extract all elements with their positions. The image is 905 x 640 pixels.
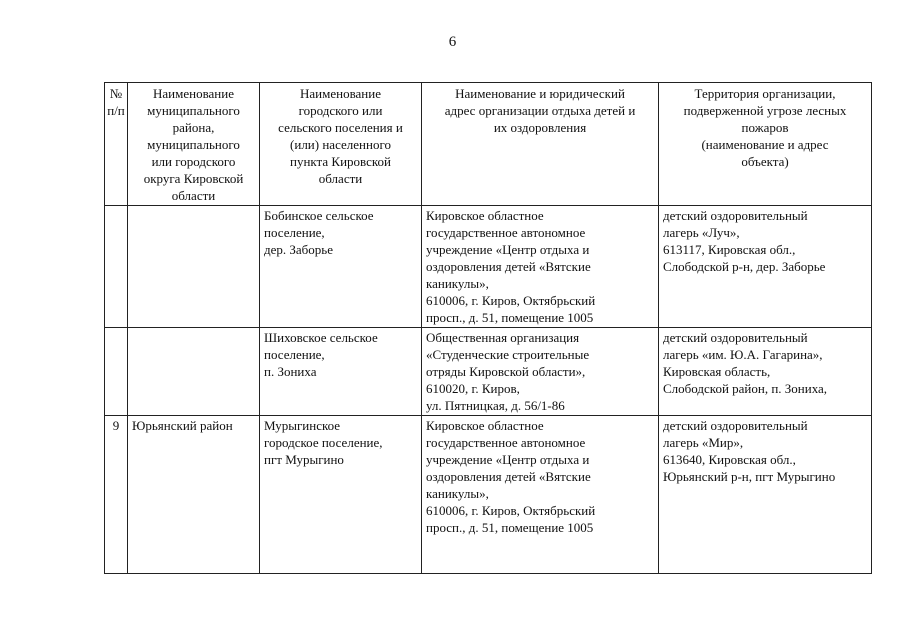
cell-text-line: (или) населенного [290,137,391,152]
cell-text-line: их оздоровления [493,120,587,135]
cell-text-line: 610006, г. Киров, Октябрьский [426,293,596,308]
cell-text-line: объекта) [741,154,789,169]
cell-text-line: п/п [107,103,125,118]
cell-text-line: Кировская область, [663,364,771,379]
table-header-row [105,83,872,206]
cell-text-line: Слободской р-н, дер. Заборье [663,259,826,274]
cell-text-line: учреждение «Центр отдыха и [426,452,590,467]
row-number: 9 [105,416,128,574]
cell-text-line: пункта Кировской [290,154,391,169]
cell-text-line: Наименование [300,86,381,101]
cell-text-line: детский оздоровительный [663,418,808,433]
row-district [128,328,260,416]
cell-text-line: поселение, [264,225,325,240]
row-settlement [260,416,422,574]
cell-text-line: лагерь «Мир», [663,435,744,450]
cell-text-line: дер. Заборье [264,242,333,257]
table-row [105,328,872,416]
cell-text-line: подверженной угрозе лесных [683,103,847,118]
header-organization [422,83,659,206]
cell-text-line: Шиховское сельское [264,330,378,345]
cell-text-line: лагерь «им. Ю.А. Гагарина», [663,347,823,362]
row-territory [659,416,872,574]
cell-text-line: округа Кировской [143,171,244,186]
header-territory [659,83,872,206]
table-row [105,206,872,328]
cell-text-line: 610006, г. Киров, Октябрьский [426,503,596,518]
cell-text-line: (наименование и адрес [701,137,829,152]
row-organization [422,416,659,574]
cell-text-line: Наименование [153,86,234,101]
cell-text-line: 613640, Кировская обл., [663,452,796,467]
row-territory [659,206,872,328]
row-organization [422,206,659,328]
cell-text-line: Слободской район, п. Зониха, [663,381,828,396]
row-district [128,206,260,328]
cell-text-line: сельского поселения и [278,120,403,135]
cell-text-line: Общественная организация [426,330,580,345]
cell-text-line: детский оздоровительный [663,330,808,345]
cell-text-line: городское поселение, [264,435,383,450]
cell-text-line: просп., д. 51, помещение 1005 [426,310,594,325]
table-row [105,416,872,574]
cell-text-line: Кировское областное [426,418,544,433]
cell-text-line: «Студенческие строительные [426,347,590,362]
cell-text-line: государственное автономное [426,225,586,240]
header-district [128,83,260,206]
cell-text-line: оздоровления детей «Вятские [426,469,591,484]
cell-text-line: ул. Пятницкая, д. 56/1-86 [426,398,565,413]
cell-text-line: каникулы», [426,486,489,501]
camps-table [104,82,872,574]
row-settlement [260,206,422,328]
cell-text-line: области [171,188,216,203]
cell-text-line: п. Зониха [264,364,317,379]
header-number [105,83,128,206]
cell-text-line: просп., д. 51, помещение 1005 [426,520,594,535]
cell-text-line: Юрьянский р-н, пгт Мурыгино [663,469,836,484]
row-district: Юрьянский район [128,416,260,574]
cell-text-line: Наименование и юридический [455,86,625,101]
cell-text-line: пгт Мурыгино [264,452,344,467]
cell-text-line: Мурыгинское [264,418,341,433]
row-number [105,206,128,328]
row-territory [659,328,872,416]
page-number: 6 [448,34,457,50]
row-number [105,328,128,416]
cell-text-line: 610020, г. Киров, [426,381,520,396]
cell-text-line: детский оздоровительный [663,208,808,223]
cell-text-line: учреждение «Центр отдыха и [426,242,590,257]
cell-text-line: или городского [151,154,236,169]
cell-text-line: отряды Кировской области», [426,364,586,379]
cell-text-line: пожаров [741,120,789,135]
header-settlement [260,83,422,206]
cell-text-line: городского или [298,103,383,118]
cell-text-line: каникулы», [426,276,489,291]
row-settlement [260,328,422,416]
cell-text-line: района, [172,120,215,135]
cell-text-line: Территория организации, [694,86,836,101]
row-organization [422,328,659,416]
cell-text-line: Кировское областное [426,208,544,223]
cell-text-line: государственное автономное [426,435,586,450]
cell-text-line: муниципального [147,103,240,118]
cell-text-line: № [109,86,123,101]
cell-text-line: оздоровления детей «Вятские [426,259,591,274]
cell-text-line: адрес организации отдыха детей и [444,103,636,118]
cell-text-line: поселение, [264,347,325,362]
cell-text-line: муниципального [147,137,240,152]
cell-text-line: области [318,171,363,186]
cell-text-line: лагерь «Луч», [663,225,740,240]
cell-text-line: 613117, Кировская обл., [663,242,796,257]
cell-text-line: Бобинское сельское [264,208,374,223]
